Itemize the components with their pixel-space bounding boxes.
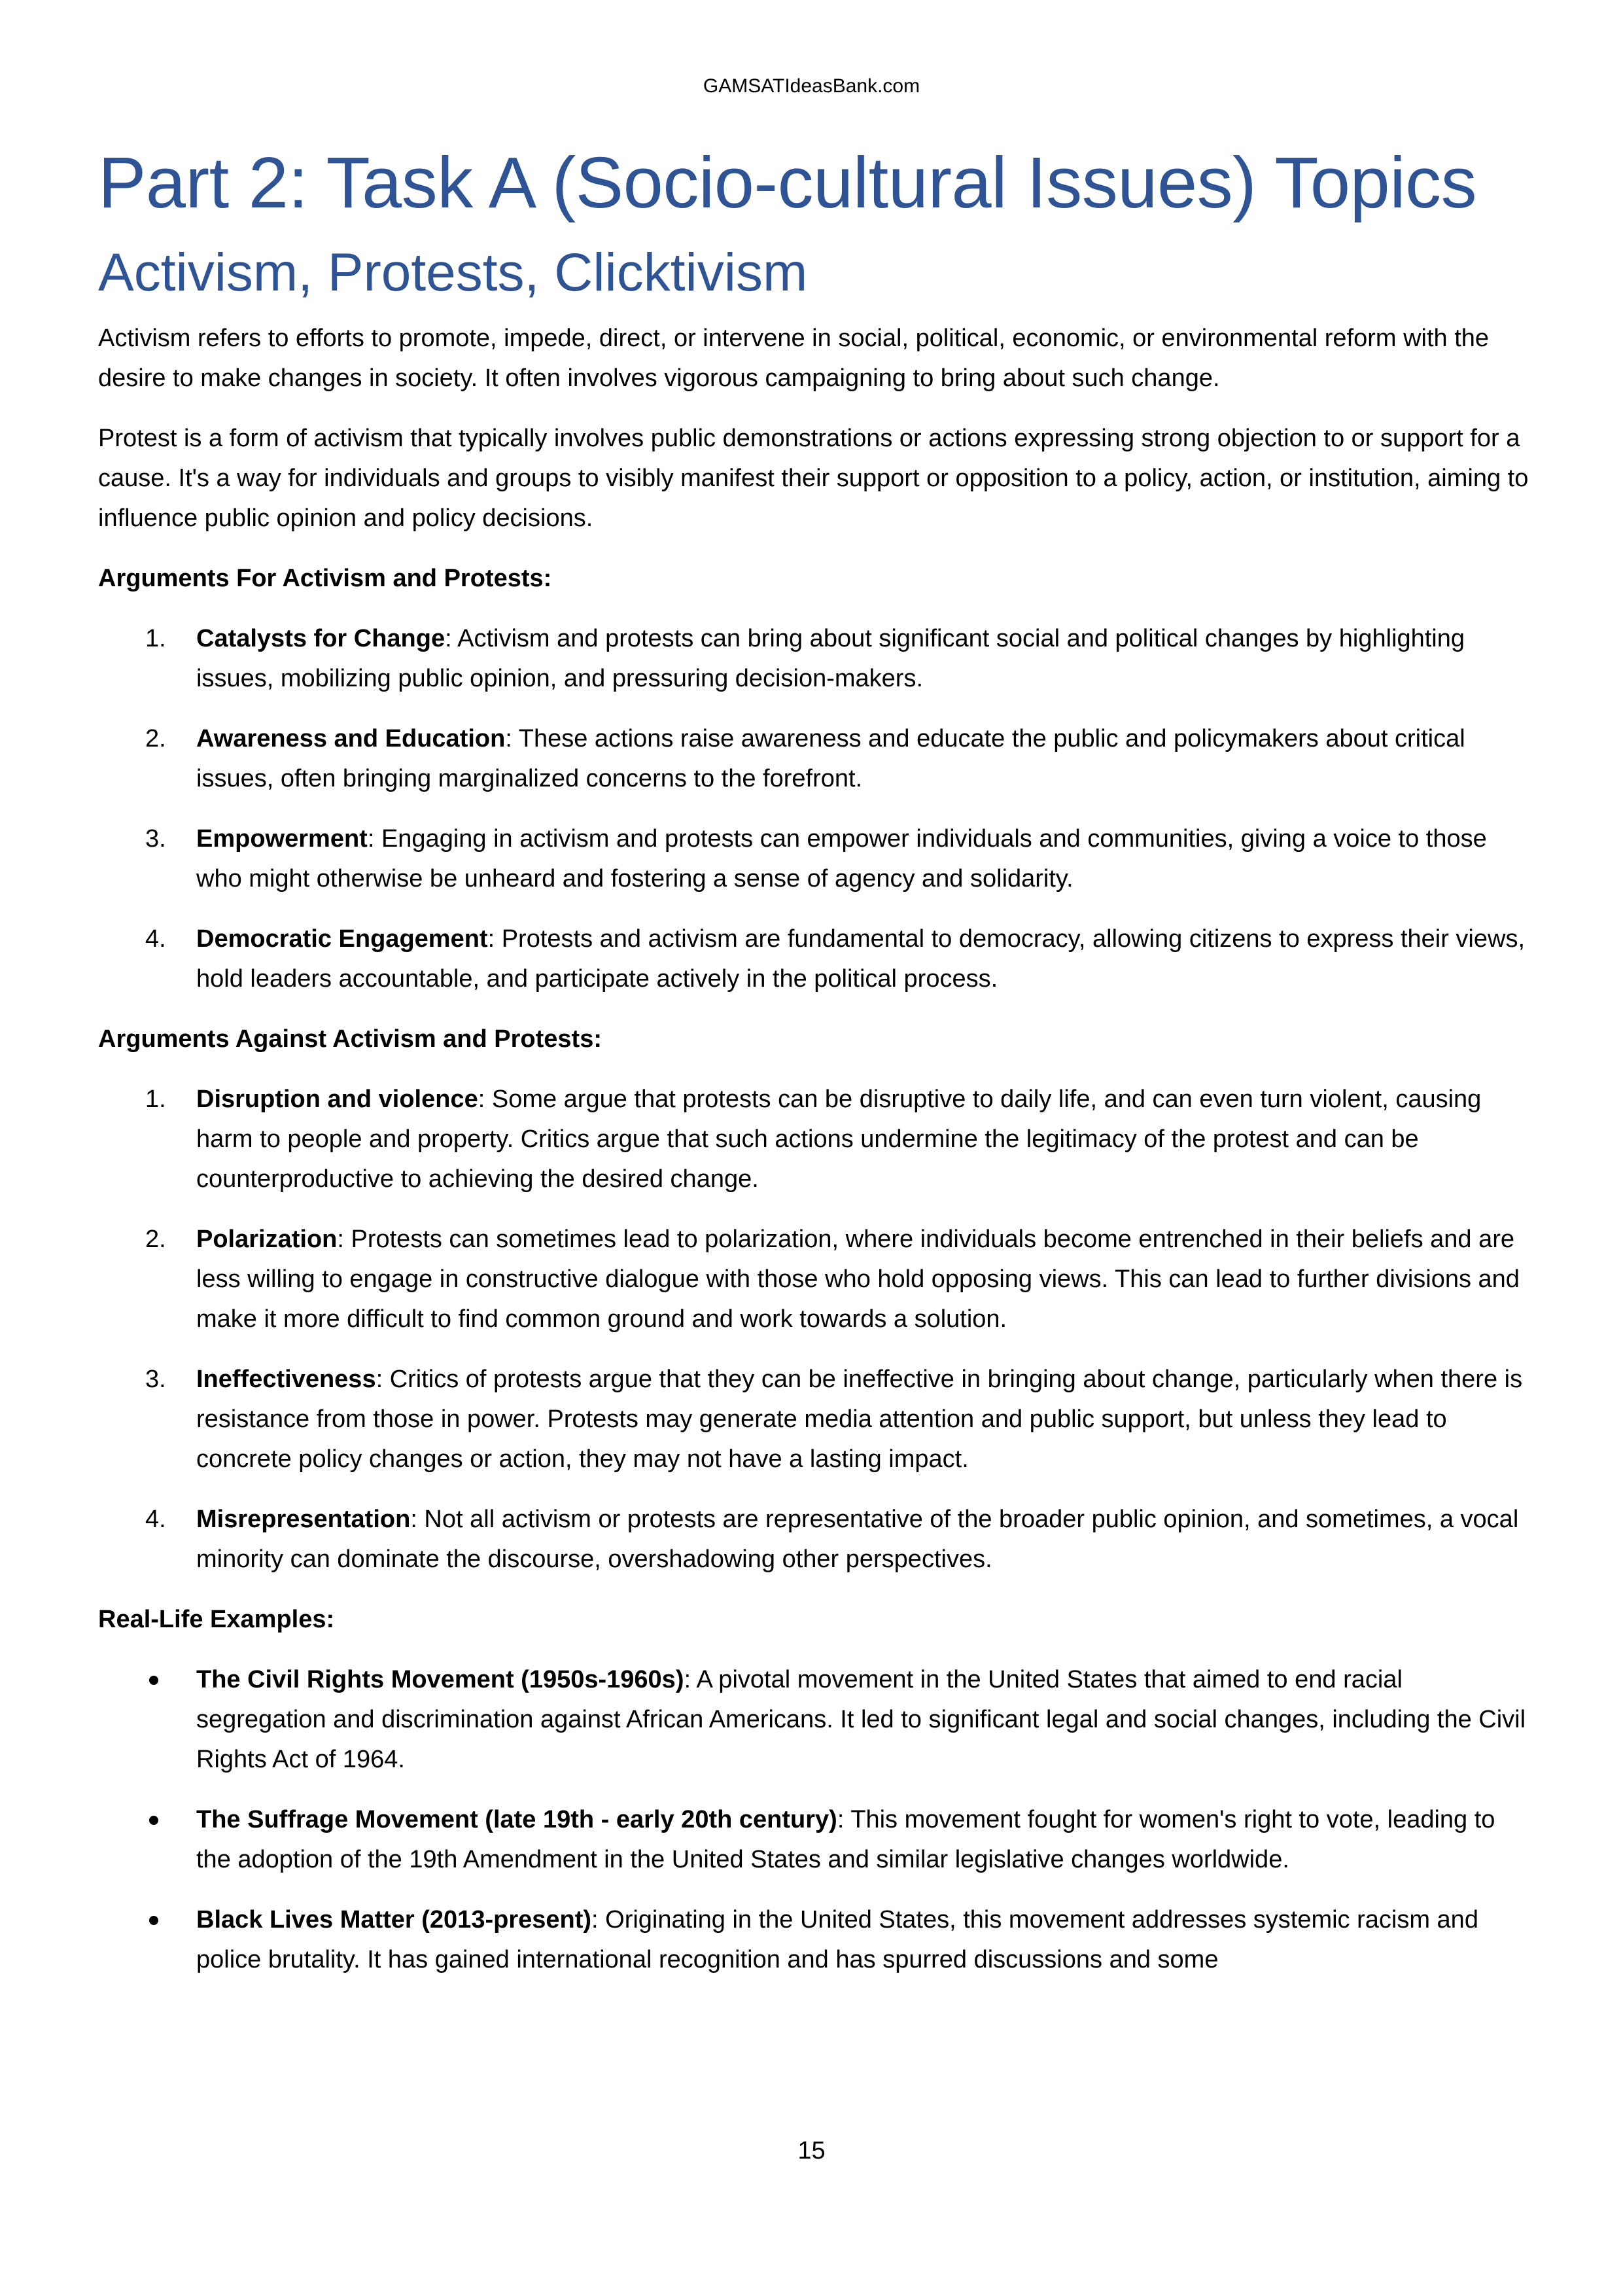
page-header: GAMSATIdeasBank.com [703, 75, 920, 97]
list-number: 2. [145, 725, 166, 752]
item-text: : Some argue that protests can be disruptive to daily life, and can even turn violent, causing harm to people and property. Critics argue that such actions undermine the legitimacy of the protest and can be counterproductive to achieving the desired change. [196, 1086, 1482, 1193]
item-text: : These actions raise awareness and educate the public and policymakers about critical issues, often bringing marginalized concerns to the forefront. [196, 725, 1465, 792]
list-item [98, 719, 1531, 799]
item-term: The Civil Rights Movement (1950s-1960s) [196, 1666, 684, 1693]
item-text: : Activism and protests can bring about significant social and political changes by highlighting issues, mobilizing public opinion, and pressuring decision-makers. [196, 625, 1465, 692]
list-number: 1. [145, 1086, 166, 1113]
bullet-icon [149, 1916, 158, 1925]
list-item [98, 1660, 1531, 1780]
item-text: : Critics of protests argue that they can be ineffective in bringing about change, particularly when there is resistance from those in power. Protests may generate media attention and public support, but unless they lead to concrete policy changes or action, they may not have a lasting impact. [196, 1366, 1523, 1473]
section-title: Activism, Protests, Clicktivism [98, 243, 808, 302]
list-number: 3. [145, 1366, 166, 1393]
list-item [98, 1500, 1531, 1580]
list-item [98, 919, 1531, 999]
list-item [98, 1080, 1531, 1199]
list-number: 4. [145, 1506, 166, 1533]
list-item [98, 1220, 1531, 1339]
list-item [98, 1360, 1531, 1479]
item-term: Black Lives Matter (2013-present) [196, 1906, 592, 1934]
examples-list [98, 1660, 1531, 1980]
item-text: : Originating in the United States, this movement addresses systemic racism and police brutality. It has gained international recognition and has spurred discussions and some [196, 1906, 1478, 1973]
item-term: Awareness and Education [196, 725, 506, 752]
bullet-icon [149, 1816, 158, 1825]
page-title: Part 2: Task A (Socio-cultural Issues) Topics [98, 143, 1477, 223]
item-text: : This movement fought for women's right to vote, leading to the adoption of the 19th Amendment in the United States and similar legislative changes worldwide. [196, 1806, 1495, 1873]
item-text: : Protests and activism are fundamental to democracy, allowing citizens to express their views, hold leaders accountable, and participate actively in the political process. [196, 925, 1526, 993]
page-content [98, 134, 1531, 2000]
bullet-icon [149, 1676, 158, 1685]
item-text: : Engaging in activism and protests can empower individuals and communities, giving a voice to those who might otherwise be unheard and fostering a sense of agency and solidarity. [196, 825, 1487, 892]
item-term: Polarization [196, 1226, 338, 1253]
item-term: Democratic Engagement [196, 925, 488, 953]
list-number: 3. [145, 825, 166, 853]
list-item [98, 1800, 1531, 1880]
list-number: 4. [145, 925, 166, 953]
item-term: Catalysts for Change [196, 625, 445, 652]
arguments-for-list [98, 619, 1531, 999]
list-item [98, 819, 1531, 899]
intro-paragraph-protest: Protest is a form of activism that typically involves public demonstrations or actions expressing strong objection to or support for a cause. It's a way for individuals and groups to visibly manifest their support or opposition to a policy, action, or institution, aiming to influence public opinion and policy decisions. [98, 425, 1529, 532]
item-term: Ineffectiveness [196, 1366, 376, 1393]
examples-heading: Real-Life Examples: [98, 1606, 335, 1633]
arguments-against-heading: Arguments Against Activism and Protests: [98, 1025, 602, 1053]
list-item [98, 1900, 1531, 1980]
item-text: : Protests can sometimes lead to polarization, where individuals become entrenched in their beliefs and are less willing to engage in constructive dialogue with those who hold opposing views. This can lead to further divisions and make it more difficult to find common ground and work towards a solution. [196, 1226, 1520, 1333]
item-term: Empowerment [196, 825, 368, 853]
item-term: Disruption and violence [196, 1086, 478, 1113]
arguments-against-list [98, 1080, 1531, 1580]
item-term: The Suffrage Movement (late 19th - early 20th century) [196, 1806, 837, 1833]
list-item [98, 619, 1531, 699]
item-text: : A pivotal movement in the United States that aimed to end racial segregation and discrimination against African Americans. It led to significant legal and social changes, including the Civil Rights Act of 1964. [196, 1666, 1526, 1773]
item-term: Misrepresentation [196, 1506, 411, 1533]
item-text: : Not all activism or protests are representative of the broader public opinion, and sometimes, a vocal minority can dominate the discourse, overshadowing other perspectives. [196, 1506, 1519, 1573]
intro-paragraph-activism: Activism refers to efforts to promote, impede, direct, or intervene in social, political, economic, or environmental reform with the desire to make changes in society. It often involves vigorous campaigning to bring about such change. [98, 325, 1490, 392]
list-number: 2. [145, 1226, 166, 1253]
arguments-for-heading: Arguments For Activism and Protests: [98, 565, 552, 592]
page-number: 15 [797, 2137, 826, 2164]
list-number: 1. [145, 625, 166, 652]
